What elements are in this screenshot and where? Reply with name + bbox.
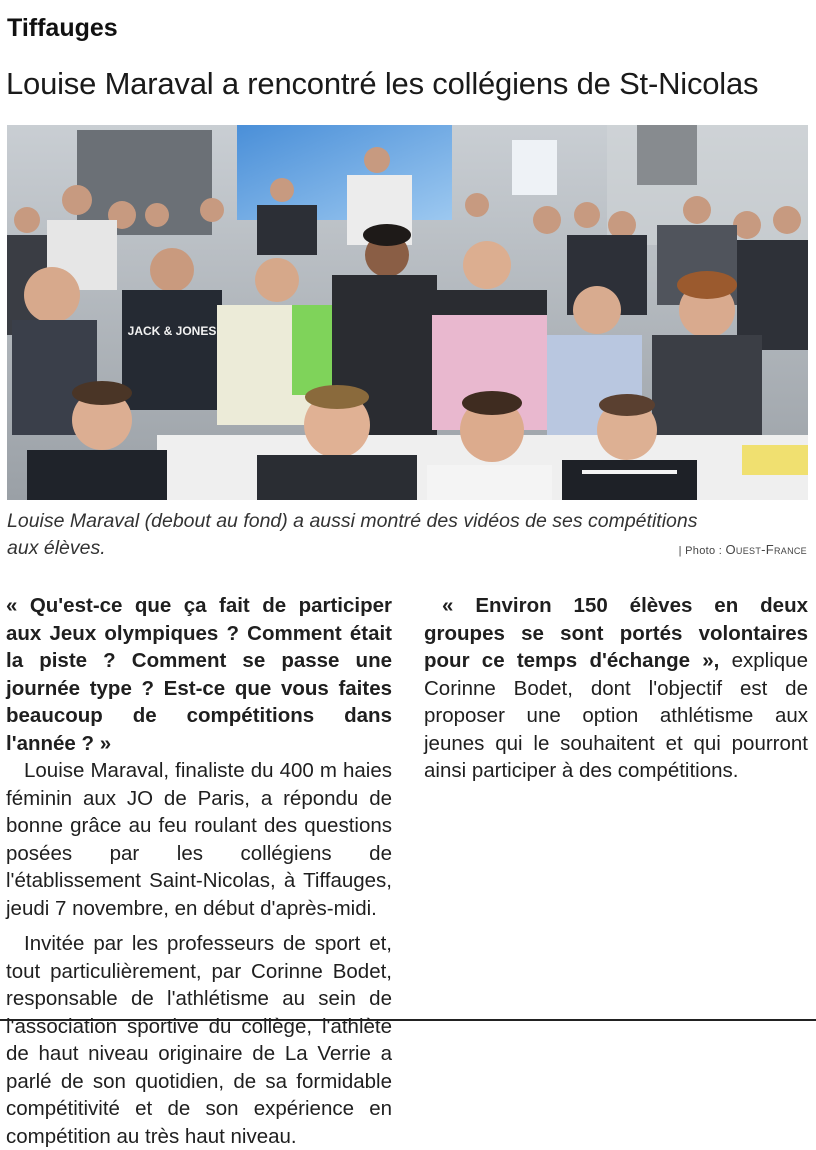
column-right bbox=[424, 592, 808, 785]
class-photo bbox=[7, 125, 808, 500]
column-left bbox=[6, 592, 392, 1150]
paragraph-1: Louise Maraval, finaliste du 400 m haies féminin aux JO de Paris, a répondu de bonne grâce au feu roulant des questions posées par les collégiens de l'établissement Saint-Nicolas, à Tiffauges, jeudi 7 novembre, en début d'après-midi. bbox=[6, 759, 392, 920]
paragraph-3 bbox=[424, 592, 808, 785]
caption-line-1: Louise Maraval (debout au fond) a aussi montré des vidéos de ses compétitions bbox=[7, 510, 698, 532]
sweatshirt-text: JACK & JONES bbox=[127, 324, 217, 338]
photo-credit bbox=[679, 542, 807, 557]
bottom-rule bbox=[0, 1019, 816, 1021]
quote-2: « Environ 150 élèves en deux groupes se sont portés volontaires pour ce temps d'échange », bbox=[424, 594, 808, 672]
class-photo-illustration bbox=[7, 125, 808, 500]
caption-line-2: aux élèves. bbox=[7, 537, 106, 559]
paragraph-2: Invitée par les professeurs de sport et, tout particulièrement, par Corinne Bodet, responsable de l'athlétisme au sein de l'association sportive du collège, l'athlète de haut niveau originaire de La Verrie a parlé de son quotidien, de sa formidable compétitivité et de son expérience en compétition au très haut niveau. bbox=[6, 932, 392, 1148]
lead-quote: « Qu'est-ce que ça fait de participer aux Jeux olympiques ? Comment était la piste ? Comment se passe une journée type ? Est-ce que vous faites beaucoup de compétitions dans l'année ? » bbox=[6, 594, 392, 755]
credit-prefix: | Photo : bbox=[678, 545, 723, 557]
paragraph-3-rest: explique Corinne Bodet, dont l'objectif est de proposer une option athlétisme aux jeunes qui le souhaitent et qui pourront ainsi participer à des compétitions. bbox=[424, 649, 808, 782]
kicker-location: Tiffauges bbox=[7, 14, 118, 42]
credit-source: Ouest-France bbox=[725, 542, 807, 557]
article-headline: Louise Maraval a rencontré les collégiens de St-Nicolas bbox=[6, 66, 759, 101]
